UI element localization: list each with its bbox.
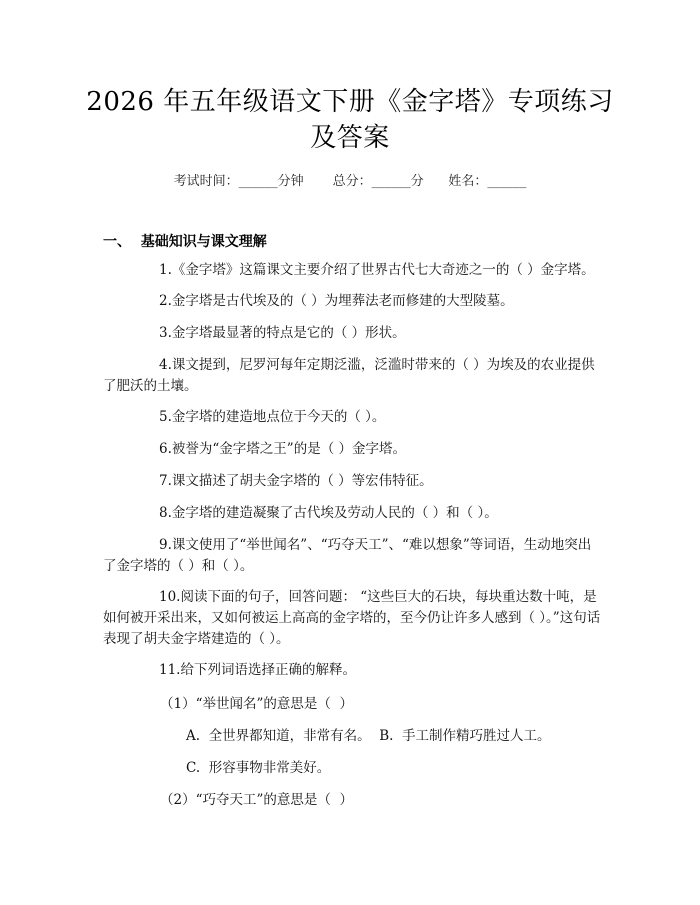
question-number: 4. [159, 357, 172, 373]
question-number: 11. [159, 662, 181, 678]
answer-options-line1: A. 全世界都知道，非常有名。 B. 手工制作精巧胜过人工。 [186, 728, 551, 744]
question-text: 金字塔是古代埃及的（ ）为埋葬法老而修建的大型陵墓。 [171, 293, 514, 309]
question-item [103, 291, 603, 312]
question-number: 9. [159, 537, 172, 553]
section-heading: 一、 基础知识与课文理解 [103, 234, 267, 250]
question-number: 1. [159, 262, 172, 278]
question-number: 5. [159, 409, 172, 425]
question-text: 阅读下面的句子，回答问题： “这些巨大的石块，每块重达数十吨，是如何被开采出来，又如何被运上高高的金字塔的，至今仍让许多人感到（ ）。”这句话表现了胡夫金字塔建造的（ ）。 [103, 589, 601, 647]
question-text: 金字塔最显著的特点是它的（ ）形状。 [171, 325, 406, 341]
question-text: 课文提到，尼罗河每年定期泛滥，泛滥时带来的（ ）为埃及的农业提供了肥沃的土壤。 [103, 357, 595, 394]
question-item [103, 535, 603, 577]
question-item [103, 407, 603, 428]
question-number: 7. [159, 473, 172, 489]
exam-meta-line [0, 170, 700, 189]
question-item [103, 471, 603, 492]
question-item [103, 587, 603, 650]
question-text: 《金字塔》这篇课文主要介绍了世界古代七大奇迹之一的（ ）金字塔。 [171, 262, 595, 278]
question-text: 课文使用了“举世闻名”、“巧夺天工”、“难以想象”等词语，生动地突出了金字塔的（ ）和（ ）。 [103, 537, 592, 574]
document-title-line2: 及答案 [310, 123, 390, 153]
sub-question-2: （2）“巧夺天工”的意思是（ ） [160, 792, 353, 808]
question-number: 10. [159, 589, 181, 605]
question-item [103, 439, 603, 460]
question-item [103, 260, 603, 281]
question-text: 被誉为“金字塔之王”的是（ ）金字塔。 [171, 441, 406, 457]
question-item [103, 503, 603, 524]
question-number: 2. [159, 293, 172, 309]
question-text: 金字塔的建造地点位于今天的（ ）。 [171, 409, 386, 425]
total-score-field: 总分：______分 [332, 174, 424, 189]
question-text: 课文描述了胡夫金字塔的（ ）等宏伟特征。 [171, 473, 433, 489]
question-number: 8. [159, 505, 172, 521]
question-item [103, 355, 603, 397]
question-text: 给下列词语选择正确的解释。 [180, 662, 356, 678]
exam-time-field: 考试时间：______分钟 [173, 174, 304, 189]
student-name-field: 姓名：______ [448, 174, 527, 189]
question-item [103, 323, 603, 344]
answer-options-line2: C. 形容事物非常美好。 [186, 760, 331, 776]
question-number: 6. [159, 441, 172, 457]
question-number: 3. [159, 325, 172, 341]
question-item [103, 660, 603, 681]
question-text: 金字塔的建造凝聚了古代埃及劳动人民的（ ）和（ ）。 [171, 505, 498, 521]
sub-question-1: （1）“举世闻名”的意思是（ ） [160, 696, 353, 712]
document-title-line1: 2026 年五年级语文下册《金字塔》专项练习 [86, 87, 614, 117]
